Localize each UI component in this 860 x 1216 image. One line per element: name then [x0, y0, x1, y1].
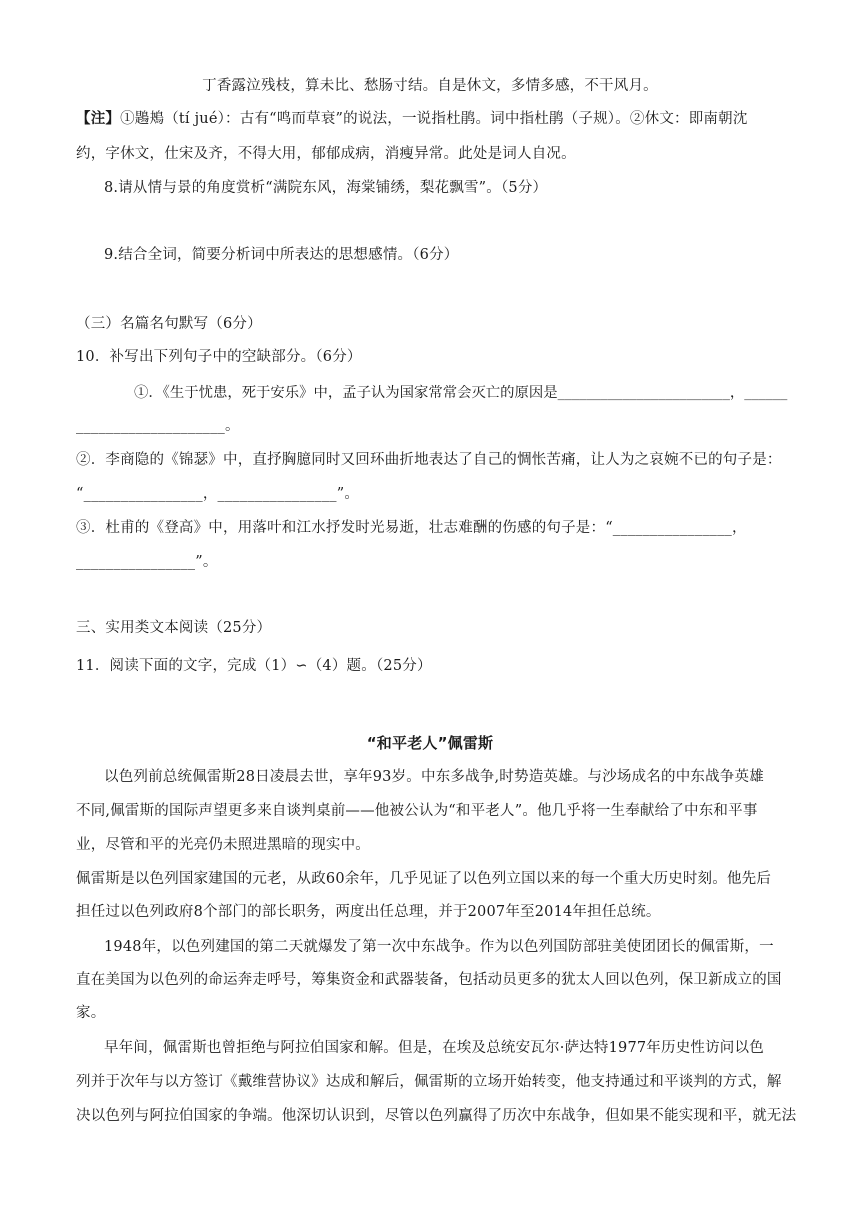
- article-p4-line-2: 列并于次年与以方签订《戴维营协议》达成和解后，佩雷斯的立场开始转变，他支持通过和平谈判的方式，解: [76, 1074, 782, 1090]
- article-p3-line-2: 直在美国为以色列的命运奔走呼号，筹集资金和武器装备，包括动员更多的犹太人回以色列，保卫新成立的国: [76, 972, 782, 988]
- article-p3-line-1: 1948年，以色列建国的第二天就爆发了第一次中东战争。作为以色列国防部驻美使团团长的佩雷斯，一: [104, 939, 774, 955]
- question-8: 8.请从情与景的角度赏析“满院东风，海棠铺绣，梨花飘雪”。（5分）: [104, 180, 548, 196]
- article-p2-line-2: 担任过以色列政府8个部门的部长职务，两度出任总理，并于2007年至2014年担任总统。: [76, 904, 661, 920]
- fill-item-2-line-1: ②．李商隐的《锦瑟》中，直抒胸臆同时又回环曲折地表达了自己的惆怅苦痛，让人为之哀婉不已的句子是：: [76, 452, 782, 468]
- section-3-header: （三）名篇名句默写（6分）: [76, 316, 262, 332]
- article-p4-line-3: 决以色列与阿拉伯国家的争端。他深切认识到，尽管以色列赢得了历次中东战争，但如果不能实现和平，就无法: [76, 1108, 797, 1124]
- fill-item-1-line-1: ①．《生于忧患，死于安乐》中，孟子认为国家常常会灭亡的原因是________________________，______: [134, 385, 788, 401]
- fill-item-2-line-2: “________________，________________”。: [76, 486, 360, 502]
- article-p1-line-3: 业，尽管和平的光亮仍未照进黑暗的现实中。: [76, 837, 370, 853]
- article-p2-line-1: 佩雷斯是以色列国家建国的元老，从政60余年，几乎见证了以色列立国以来的每一个重大历史时刻。他先后: [76, 871, 772, 887]
- note-text-1: ①鶗鴂（tí jué）：古有“鸣而草衰”的说法，一说指杜鹃。词中指杜鹃（子规）。②休文：即南朝沈: [120, 111, 748, 127]
- article-p4-line-1: 早年间，佩雷斯也曾拒绝与阿拉伯国家和解。但是，在埃及总统安瓦尔·萨达特1977年历史性访问以色: [104, 1040, 764, 1056]
- fill-item-3-line-1: ③．杜甫的《登高》中，用落叶和江水抒发时光易逝，壮志难酬的伤感的句子是：“________________，: [76, 520, 747, 536]
- article-title: “和平老人”佩雷斯: [366, 734, 494, 752]
- fill-item-1-line-2: ____________________。: [76, 418, 240, 434]
- poem-last-line: 丁香露泣残枝，算未比、愁肠寸结。自是休文，多情多感，不干风月。: [202, 78, 658, 94]
- article-p3-line-3: 家。: [76, 1005, 106, 1021]
- article-p1-line-1: 以色列前总统佩雷斯28日凌晨去世，享年93岁。中东多战争,时势造英雄。与沙场成名的中东战争英雄: [104, 769, 764, 785]
- question-11: 11．阅读下面的文字，完成（1）∽（4）题。（25分）: [76, 658, 432, 674]
- question-10: 10．补写出下列句子中的空缺部分。（6分）: [76, 349, 362, 365]
- fill-item-3-line-2: ________________”。: [76, 554, 218, 570]
- part-3-header: 三、实用类文本阅读（25分）: [76, 620, 272, 636]
- note-tag: 【注】: [76, 110, 121, 127]
- article-p1-line-2: 不同,佩雷斯的国际声望更多来自谈判桌前——他被公认为“和平老人”。他几乎将一生奉献给了中东和平事: [76, 803, 758, 819]
- note-line-1: [76, 109, 748, 129]
- question-9: 9.结合全词，简要分析词中所表达的思想感情。（6分）: [104, 247, 459, 263]
- note-line-2: 约，字休文，仕宋及齐，不得大用，郁郁成病，消瘦异常。此处是词人自况。: [76, 146, 576, 162]
